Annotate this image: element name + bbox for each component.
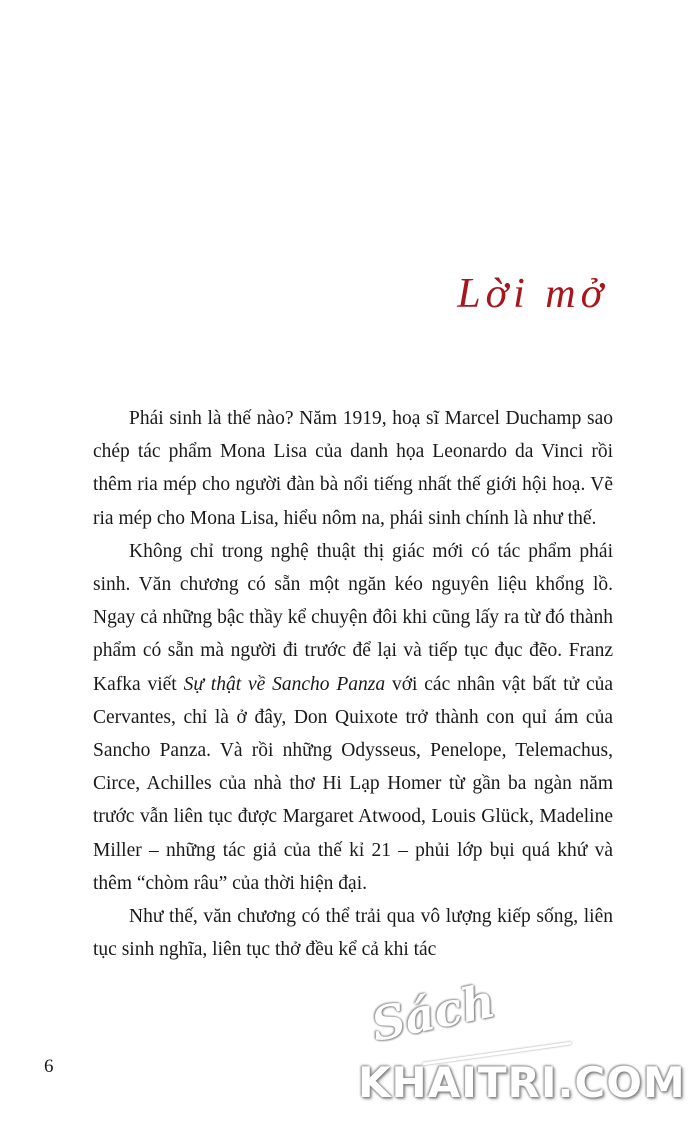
chapter-title: Lời mở — [457, 271, 608, 317]
book-title-italic: Sự thật về Sancho Panza — [183, 673, 386, 695]
body-text — [93, 402, 613, 966]
watermark-logo — [358, 973, 688, 1108]
page-number: 6 — [44, 1056, 54, 1077]
paragraph-2-text-part-1: Không chỉ trong nghệ thuật thị giác mới có tác phẩm phái sinh. Văn chương có sẵn một ngăn kéo nguyên liệu khổng lồ. Ngay cả những bậc thầy kể chuyện đôi khi cũng lấy ra từ đó thành phẩm có sẵn mà người đi trước để lại và tiếp tục đục đẽo. Franz Kafka viết — [93, 540, 613, 695]
watermark-script-text: Sách — [366, 973, 500, 1052]
watermark-brand-text: KHAITRI.COM — [358, 1058, 686, 1107]
paragraph-3-text: Như thế, văn chương có thể trải qua vô lượng kiếp sống, liên tục sinh nghĩa, liên tục thở đều kể cả khi tác — [93, 906, 613, 961]
paragraph-2-text-part-2: với các nhân vật bất tử của Cervantes, chỉ là ở đây, Don Quixote trở thành con quỉ ám của Sancho Panza. Và rồi những Odysseus, Penelope, Telemachus, Circe, Achilles của nhà thơ Hi Lạp Homer từ gần ba ngàn năm trước vẫn liên tục được Margaret Atwood, Louis Glück, Madeline Miller – những tác giả của thế kỉ 21 – phủi lớp bụi quá khứ và thêm “chòm râu” của thời hiện đại. — [93, 673, 614, 894]
paragraph-1-text: Phái sinh là thế nào? Năm 1919, hoạ sĩ Marcel Duchamp sao chép tác phẩm Mona Lisa của danh họa Leonardo da Vinci rồi thêm ria mép cho người đàn bà nổi tiếng nhất thế giới hội hoạ. Vẽ ria mép cho Mona Lisa, hiểu nôm na, phái sinh chính là như thế. — [93, 408, 613, 529]
paragraph-1 — [93, 402, 613, 535]
paragraph-3 — [93, 900, 613, 966]
paragraph-2 — [93, 535, 613, 900]
